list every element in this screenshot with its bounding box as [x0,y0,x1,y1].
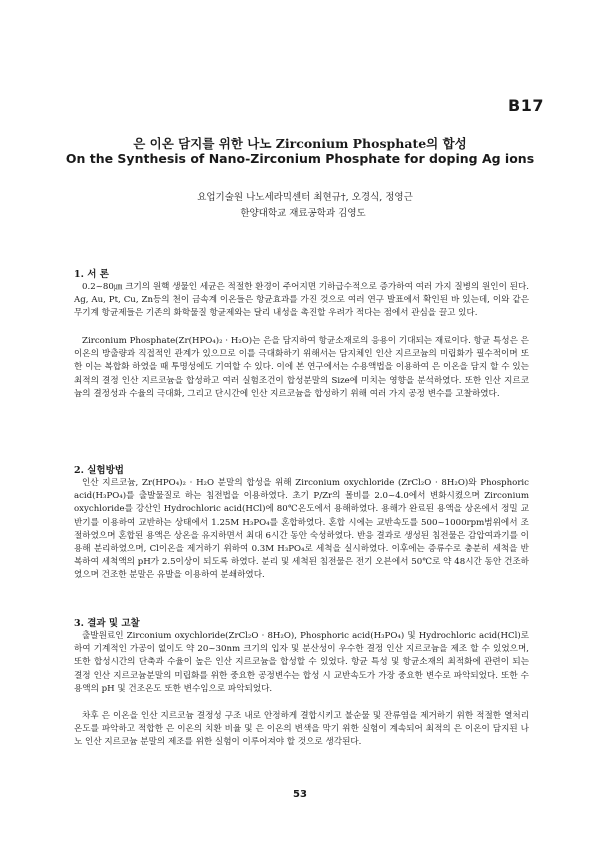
author-block [0,190,600,222]
author-line-1: 요업기술원 나노세라믹센터 최현규†, 오경식, 정영근 [197,192,413,203]
author-line-2: 한양대학교 재료공학과 김영도 [240,208,366,219]
title-korean: 은 이온 담지를 위한 나노 Zirconium Phosphate의 합성 [133,136,467,151]
introduction-paragraph-1: 0.2~80㎛ 크기의 원핵 생물인 세균은 적절한 환경이 주어지면 기하급수적으로 증가하여 여러 가지 질병의 원인이 된다. Ag, Au, Pt, Cu, Zn등의 천이 금속계 이온들은 항균효과를 가진 것으로 여러 연구 발표에서 확인된 바 있는데, 이와 같은 무기계 항균제들은 기존의 화학물질 항균제와는 달리 내성을 촉진할 우려가 적다는 점에서 관심을 끌고 있다. [74,282,529,319]
results-paragraph-1: 출발원료인 Zirconium oxychloride(ZrCl₂O · 8H₂O), Phosphoric acid(H₃PO₄) 및 Hydrochloric acid(HCl)로 하여 기계적인 가공이 없이도 약 20~30nm 크기의 입자 및 분산성이 우수한 결정 인산 지르코늄을 제조 할 수 있었으며, 또한 합성시간의 단축과 수율이 높은 인산 지르코늄을 합성할 수 있었다. 항균 특성 및 항균소재의 최적화에 관련이 되는 결정 인산 지르코늄분말의 미립화를 위한 중요한 공정변수는 합성 시 교반속도가 가장 중요한 변수로 파악되었다. 또한 수용액의 pH 및 건조온도 또한 변수임으로 파악되었다. [74,631,529,694]
section-heading-introduction: 1. 서 론 [74,269,109,280]
page-number: 53 [293,789,307,800]
methods-paragraph: 인산 지르코늄, Zr(HPO₄)₂ · H₂O 분말의 합성을 위해 Zirconium oxychloride (ZrCl₂O · 8H₂O)와 Phosphoric acid(H₃PO₄)를 출발물질로 하는 침전법을 이용하였다. 초기 P/Zr의 몰비를 2.0~4.0에서 변화시켰으며 Zirconium oxychloride를 강산인 Hydrochloric acid(HCl)에 80℃온도에서 용해하였다. 용해가 완료된 용액을 상온에서 정밀 교반기를 이용하여 교반하는 상태에서 1.25M H₃PO₄를 혼합하였다. 혼합 시에는 교반속도를 500~1000rpm범위에서 조절하였으며 혼합된 용액은 상온을 유지하면서 최대 6시간 동안 숙성하였다. 반응 결과로 생성된 침전물은 감압여과기를 이용해 분리하였으며, Cl이온을 제거하기 위하여 0.3M H₃PO₄로 세척을 실시하였다. 이후에는 증류수로 충분히 세척을 반복하여 세척액의 pH가 2.5이상이 되도록 하였다. 분리 및 세척된 침전물은 전기 오븐에서 50℃로 약 48시간 동안 건조하였으며 건조한 분말은 유발을 이용하여 분쇄하였다. [74,478,529,581]
section-heading-results: 3. 결과 및 고찰 [74,618,140,629]
results-paragraph-2: 차후 은 이온을 인산 지르코늄 결정성 구조 내로 안정하게 결합시키고 불순물 및 잔류염을 제거하기 위한 적절한 열처리온도를 파악하고 적합한 은 이온의 치환 비율 및 은 이온의 변색을 막기 위한 실험이 계속되어 최적의 은 이온이 담지된 나노 인산 지르코늄 분말의 제조를 위한 실험이 이루어져야 할 것으로 생각된다. [74,711,529,748]
introduction-paragraph-2: Zirconium Phosphate(Zr(HPO₄)₂ · H₂O)는 은을 담지하여 항균소재로의 응용이 기대되는 재료이다. 항균 특성은 은 이온의 방출량과 직접적인 관계가 있으므로 이를 극대화하기 위해서는 담지체인 인산 지르코늄의 미립화가 필수적이며 또한 이는 복합화 하였을 때 투명성에도 기여할 수 있다. 이에 본 연구에서는 수용액법을 이용하여 은 이온을 담지 할 수 있는 최적의 결정 인산 지르코늄을 합성하고 여러 실험조건이 합성분말의 Size에 미치는 영향을 분석하였다. 또한 인산 지르코늄의 결정성과 수율의 극대화, 그리고 단시간에 인산 지르코늄을 합성하기 위해 여러 가지 공정 변수를 고찰하였다. [74,336,529,399]
title-english: On the Synthesis of Nano-Zirconium Phosphate for doping Ag ions [65,151,535,166]
abstract-code: B17 [508,96,544,115]
section-heading-methods: 2. 실험방법 [74,465,124,476]
